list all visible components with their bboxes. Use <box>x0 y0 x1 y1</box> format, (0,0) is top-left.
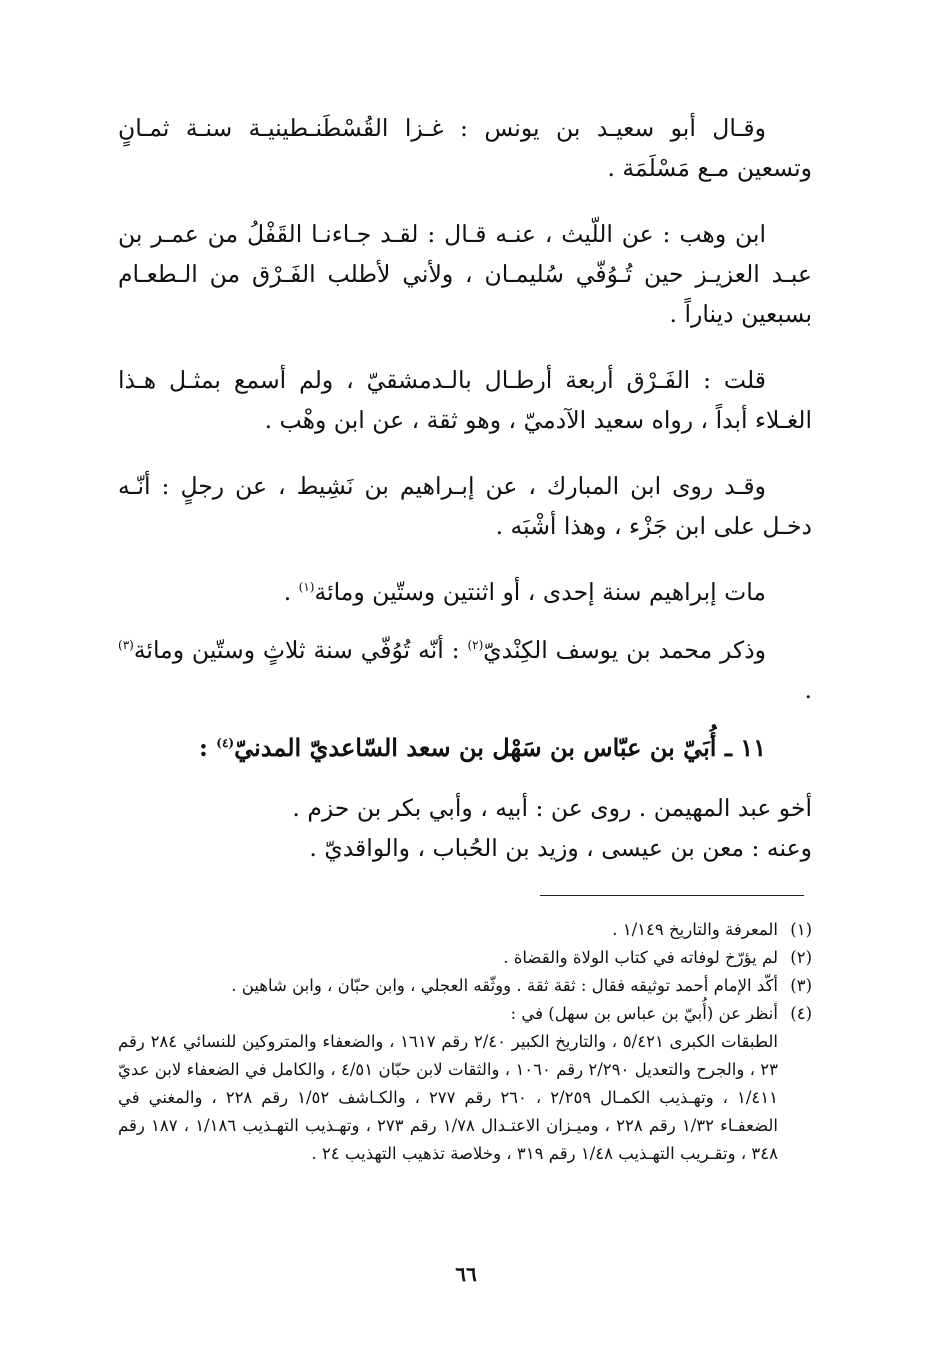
footnote-text: أكّد الإمام أحمد توثيقه فقال : ثقة ثقة . ووثّقه العجلي ، وابن حبّان ، وابن شاهين . <box>231 976 778 995</box>
paragraph-1: وقـال أبو سعيـد بن يونس : غـزا القُسْطَنـطينيـة سنـة ثمـانٍ وتسعين مـع مَسْلَمَة . <box>118 114 812 182</box>
entry-heading <box>118 728 812 768</box>
footnote-text: المعرفة والتاريخ ١/١٤٩ . <box>612 920 778 939</box>
paragraph-7: أخو عبد المهيمن . روى عن : أبيه ، وأبي بكر بن حزم . <box>292 794 812 822</box>
paragraph-8: وعنه : معن بن عيسى ، وزيد بن الحُباب ، والواقديّ . <box>309 834 812 862</box>
paragraph-6-text-a: وذكر محمد بن يوسف الكِنْديّ <box>483 636 767 664</box>
footnote-number: (٣) <box>790 976 812 995</box>
footnote-4-sources: الطبقات الكبرى ٥/٤٢١ ، والتاريخ الكبير ٢/٤٠ رقم ١٦١٧ ، والضعفاء والمتروكين للنسائي ٢٨٤ رقم ٢٣ ، والجرح والتعديل ٢/٢٩٠ رقم ١٠٦٠ ، والثقات لابن حبّان ٤/٥١ ، والكامل في الضعفاء لابن عديّ ١/٤١١ ، وتهـذيب الكمـال ٢/٢٥٩ ، ٢٦٠ رقم ٢٧٧ ، والكـاشف ١/٥٢ رقم ٢٢٨ ، والمغني في الضعفـاء ١/٣٢ رقم ٢٢٨ ، وميـزان الاعتـدال ١/٧٨ رقم ٢٧٣ ، وتهـذيب التهـذيب ١/١٨٦ ، ١٨٧ رقم ٣٤٨ ، وتقـريب التهـذيب ١/٤٨ رقم ٣١٩ ، وخلاصة تذهيب التهذيب ٢٤ . <box>118 1032 779 1163</box>
paragraph-5 <box>118 572 812 612</box>
footnote-1 <box>118 916 812 944</box>
footnote-separator <box>540 895 804 896</box>
footnote-text: أنظر عن (أُبيّ بن عباس بن سهل) في : <box>510 1004 778 1023</box>
footnote-number: (١) <box>790 920 812 939</box>
paragraph-6-end: . <box>804 676 812 704</box>
paragraph-6-text-b: : أنّه تُوُفّي سنة ثلاثٍ وستّين ومائة <box>133 636 468 664</box>
footnote-ref-1[interactable]: (١) <box>298 580 315 595</box>
footnotes <box>118 916 812 1168</box>
footnote-text: لم يؤرّخ لوفاته في كتاب الولاة والقضاة . <box>503 948 778 967</box>
entry-heading-text: ١١ ـ أُبَيّ بن عبّاس بن سَهْل بن سعد السّاعديّ المدنيّ <box>234 733 766 762</box>
main-text <box>118 108 812 868</box>
paragraph-5-end: . <box>283 578 299 606</box>
footnote-number: (٤) <box>790 1004 812 1023</box>
footnote-ref-2[interactable]: (٢) <box>467 638 484 653</box>
paragraph-6 <box>118 630 812 710</box>
footnote-number: (٢) <box>790 948 812 967</box>
paragraph-5-text: مات إبراهيم سنة إحدى ، أو اثنتين وستّين ومائة <box>314 578 766 606</box>
footnote-4 <box>118 1000 812 1028</box>
footnote-3 <box>118 972 812 1000</box>
footnote-ref-4[interactable]: (٤) <box>216 736 235 750</box>
page-number: ٦٦ <box>455 1262 477 1286</box>
paragraph-4: وقـد روى ابن المبارك ، عن إبـراهيم بن نَشِيط ، عن رجلٍ : أنّـه دخـل على ابن جَزْء ، وهذا أشْبَه . <box>118 472 812 540</box>
footnote-ref-3[interactable]: (٣) <box>118 638 134 653</box>
footnote-2 <box>118 944 812 972</box>
paragraph-3: قلت : الفَـرْق أربعة أرطـال بالـدمشقيّ ، ولم أسمع بمثـل هـذا الغـلاء أبداً ، رواه سعيد الآدميّ ، وهو ثقة ، عن ابن وهْب . <box>118 366 812 434</box>
paragraph-2: ابن وهب : عن اللّيث ، عنـه قـال : لقـد جـاءنـا القَفْلُ من عمـر بن عبـد العزيـز حين تُـوُفّي سُليمـان ، ولأني لأطلب الفَـرْق من الـطعـام بسبعين ديناراً . <box>118 220 812 328</box>
entry-heading-end: : <box>199 733 217 762</box>
